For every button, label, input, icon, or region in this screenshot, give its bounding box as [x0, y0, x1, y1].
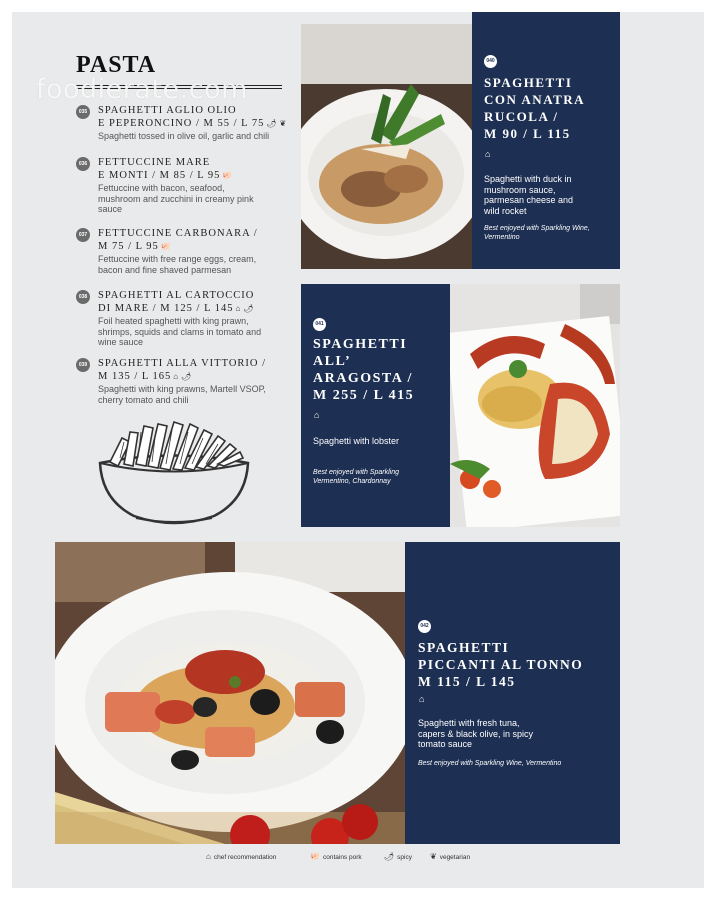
menu-item [76, 289, 286, 349]
chili-icon: 🌶 [266, 119, 278, 128]
item-name-price: M 135 / L 165 [98, 371, 172, 382]
item-number-badge: 040 [484, 55, 497, 68]
menu-item [76, 104, 286, 144]
pig-icon: 🐖 [160, 242, 172, 251]
watermark: foodierate.com [36, 74, 248, 105]
item-name-price: DI MARE / M 125 / L 145 [98, 303, 234, 314]
chili-icon: 🌶 [384, 852, 395, 861]
item-name-line [98, 240, 298, 253]
featured-title-line: SPAGHETTI [484, 75, 573, 90]
legend-item-pork [308, 852, 362, 861]
legend-item-chef [204, 852, 276, 861]
legend-label: contains pork [322, 854, 362, 861]
featured-title-line: PICCANTI AL TONNO [418, 657, 584, 672]
legend-label: chef recommendation [213, 854, 277, 861]
cloche-icon: ⌂ [173, 372, 180, 381]
chili-icon: 🌶 [243, 304, 255, 313]
featured-pairing-note: Best enjoyed with Sparkling Wine, Vermentino [484, 225, 590, 241]
featured-title-line: M 255 / L 415 [313, 388, 415, 403]
item-name [98, 357, 298, 383]
item-name-price: E MONTI / M 85 / L 95 [98, 170, 221, 181]
featured-panel-040 [472, 12, 620, 269]
item-description: Fettuccine with free range eggs, cream, bacon and fine shaved parmesan [98, 254, 257, 275]
featured-title-line: ALL’ [313, 354, 352, 369]
legend-label: spicy [397, 854, 412, 861]
featured-title-line: SPAGHETTI [313, 337, 408, 352]
item-number-badge: 041 [313, 318, 326, 331]
chili-icon: 🌶 [181, 372, 193, 381]
featured-title-line: M 115 / L 145 [418, 674, 516, 689]
item-number-badge: 037 [76, 228, 90, 242]
featured-title-line: M 90 / L 115 [484, 126, 571, 141]
item-name [98, 156, 298, 182]
item-name-line [98, 117, 298, 130]
cloche-icon: ⌂ [206, 852, 211, 861]
item-name-price: M 75 / L 95 [98, 241, 159, 252]
dish-photo-lobster-spaghetti [450, 284, 620, 527]
featured-panel-041 [301, 284, 450, 527]
featured-description: Spaghetti with duck in mushroom sauce, parmesan cheese and wild rocket [484, 174, 574, 216]
leaf-icon: ❦ [430, 852, 437, 861]
legend-item-vegetarian [428, 852, 470, 861]
menu-item [76, 357, 286, 407]
item-name-line [98, 370, 298, 383]
item-description: Foil heated spaghetti with king prawn, shrimps, squids and clams in tomato and wine sauce [98, 316, 262, 347]
featured-title [418, 639, 583, 690]
leaf-icon: ❦ [279, 119, 288, 128]
featured-panel-042 [405, 542, 620, 844]
item-name [98, 227, 298, 253]
featured-title-line: RUCOLA / [484, 109, 559, 124]
cloche-icon: ⌂ [235, 304, 242, 313]
cloche-icon: ⌂ [485, 149, 491, 159]
item-name-line: FETTUCCINE MARE [98, 157, 211, 168]
pig-icon: 🐖 [310, 852, 320, 861]
pasta-bowl-illustration [96, 418, 252, 528]
item-number-badge: 042 [418, 620, 431, 633]
featured-description: Spaghetti with lobster [313, 436, 400, 446]
cloche-icon: ⌂ [419, 694, 425, 704]
item-name-line: SPAGHETTI AGLIO OLIO [98, 105, 237, 116]
item-number-badge: 038 [76, 290, 90, 304]
featured-pairing-note: Best enjoyed with Sparkling Vermentino, Chardonnay [313, 469, 399, 485]
dish-photo-duck-spaghetti [301, 24, 472, 269]
featured-title-line: CON ANATRA [484, 92, 586, 107]
item-number-badge: 036 [76, 157, 90, 171]
item-name [98, 104, 298, 130]
item-name-line: FETTUCCINE CARBONARA / [98, 228, 258, 239]
item-number-badge: 035 [76, 105, 90, 119]
item-name-line [98, 169, 298, 182]
dish-photo-tuna-spaghetti [55, 542, 405, 844]
featured-description: Spaghetti with fresh tuna, capers & black olive, in spicy tomato sauce [418, 718, 534, 749]
featured-title [484, 74, 585, 142]
item-name-line [98, 302, 298, 315]
featured-title-line: SPAGHETTI [418, 640, 510, 655]
featured-title [313, 336, 414, 404]
item-name [98, 289, 298, 315]
item-description: Spaghetti tossed in olive oil, garlic and chili [98, 131, 270, 141]
item-number-badge: 039 [76, 358, 90, 372]
featured-title-line: ARAGOSTA / [313, 371, 413, 386]
menu-item [76, 156, 286, 216]
menu-item [76, 227, 286, 277]
item-name-line: SPAGHETTI AL CARTOCCIO [98, 290, 255, 301]
item-name-line: SPAGHETTI ALLA VITTORIO / [98, 358, 267, 369]
cloche-icon: ⌂ [314, 410, 320, 420]
item-description: Fettuccine with bacon, seafood, mushroom and zucchini in creamy pink sauce [98, 183, 254, 214]
legend-item-spicy [382, 852, 412, 861]
pig-icon: 🐖 [222, 171, 234, 180]
legend-label: vegetarian [439, 854, 471, 861]
section-title: PASTA [76, 52, 157, 78]
featured-pairing-note: Best enjoyed with Sparkling Wine, Vermentino [418, 760, 562, 767]
item-description: Spaghetti with king prawns, Martell VSOP, cherry tomato and chili [98, 384, 266, 405]
item-name-price: E PEPERONCINO / M 55 / L 75 [98, 118, 265, 129]
